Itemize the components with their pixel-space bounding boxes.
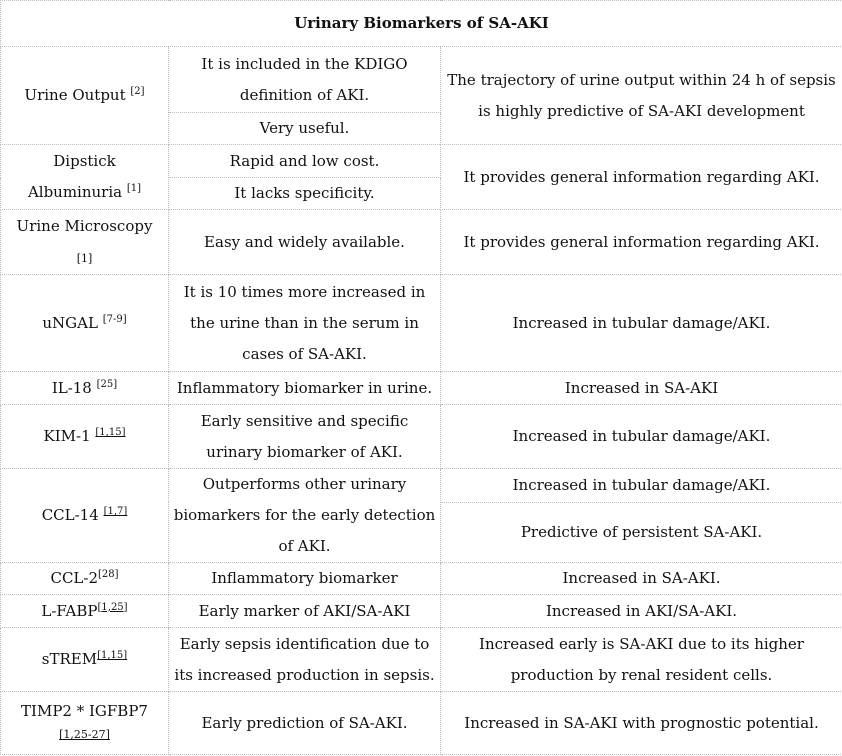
table-row — [1, 145, 842, 178]
characteristic-cell: Early prediction of SA-AKI. — [169, 692, 441, 755]
biomarker-name: sTREM[1,15] — [1, 628, 169, 692]
utility-cell: Increased in tubular damage/AKI. — [441, 469, 842, 503]
characteristic-cell: It is 10 times more increased in the urine than in the serum in cases of SA-AKI. — [169, 275, 441, 372]
characteristic-cell: It is included in the KDIGO definition of AKI. — [169, 47, 441, 113]
reference: [2] — [130, 86, 145, 97]
utility-cell: Increased in tubular damage/AKI. — [441, 275, 842, 372]
utility-cell: The trajectory of urine output within 24 h of sepsis is highly predictive of SA-AKI development — [441, 47, 842, 145]
reference: [1,7] — [103, 506, 128, 517]
utility-cell: Increased in SA-AKI — [441, 372, 842, 405]
biomarker-name: CCL-2[28] — [1, 563, 169, 595]
utility-cell: Increased early is SA-AKI due to its higher production by renal resident cells. — [441, 628, 842, 692]
table-row — [1, 275, 842, 372]
table-row — [1, 372, 842, 405]
biomarker-name: Urine Output [2] — [1, 47, 169, 145]
biomarker-name: L-FABP[1,25] — [1, 595, 169, 628]
reference: [7-9] — [102, 313, 127, 325]
characteristic-cell: It lacks specificity. — [169, 178, 441, 210]
reference: [1,25-27] — [59, 728, 110, 741]
utility-cell: It provides general information regarding AKI. — [441, 210, 842, 275]
reference: [1,15] — [97, 650, 128, 661]
characteristic-cell: Rapid and low cost. — [169, 145, 441, 178]
utility-cell: Predictive of persistent SA-AKI. — [441, 502, 842, 562]
reference: [1,25] — [97, 601, 128, 613]
characteristic-cell: Early marker of AKI/SA-AKI — [169, 595, 441, 628]
characteristic-cell: Easy and widely available. — [169, 210, 441, 275]
table-title-row — [1, 1, 842, 47]
biomarker-name: Urine Microscopy [1] — [1, 210, 169, 275]
utility-cell: Increased in SA-AKI with prognostic potential. — [441, 692, 842, 755]
biomarker-name: KIM-1 [1,15] — [1, 405, 169, 469]
utility-cell: It provides general information regarding AKI. — [441, 145, 842, 210]
characteristic-cell: Inflammatory biomarker — [169, 563, 441, 595]
biomarker-name: TIMP2 * IGFBP7 [1,25-27] — [1, 692, 169, 755]
table-row — [1, 405, 842, 469]
table-row — [1, 210, 842, 275]
utility-cell: Increased in SA-AKI. — [441, 563, 842, 595]
characteristic-cell: Very useful. — [169, 113, 441, 145]
reference: [1] — [126, 183, 142, 194]
table-row — [1, 595, 842, 628]
biomarker-name: IL-18 [25] — [1, 372, 169, 405]
characteristic-cell: Outperforms other urinary biomarkers for the early detection of AKI. — [169, 469, 441, 563]
biomarker-name: CCL-14 [1,7] — [1, 469, 169, 563]
utility-cell: Increased in AKI/SA-AKI. — [441, 595, 842, 628]
table-title: Urinary Biomarkers of SA-AKI — [1, 1, 842, 47]
reference: [1] — [76, 252, 93, 265]
characteristic-cell: Early sensitive and specific urinary biomarker of AKI. — [169, 405, 441, 469]
table-row — [1, 563, 842, 595]
table-row — [1, 692, 842, 755]
characteristic-cell: Early sepsis identification due to its increased production in sepsis. — [169, 628, 441, 692]
characteristic-cell: Inflammatory biomarker in urine. — [169, 372, 441, 405]
biomarker-name: uNGAL [7-9] — [1, 275, 169, 372]
reference: [25] — [96, 378, 118, 390]
table-row — [1, 469, 842, 503]
reference: [28] — [98, 569, 119, 580]
biomarker-name: Dipstick Albuminuria [1] — [1, 145, 169, 210]
table-row — [1, 628, 842, 692]
utility-cell: Increased in tubular damage/AKI. — [441, 405, 842, 469]
table-row — [1, 47, 842, 113]
reference: [1,15] — [95, 427, 126, 438]
